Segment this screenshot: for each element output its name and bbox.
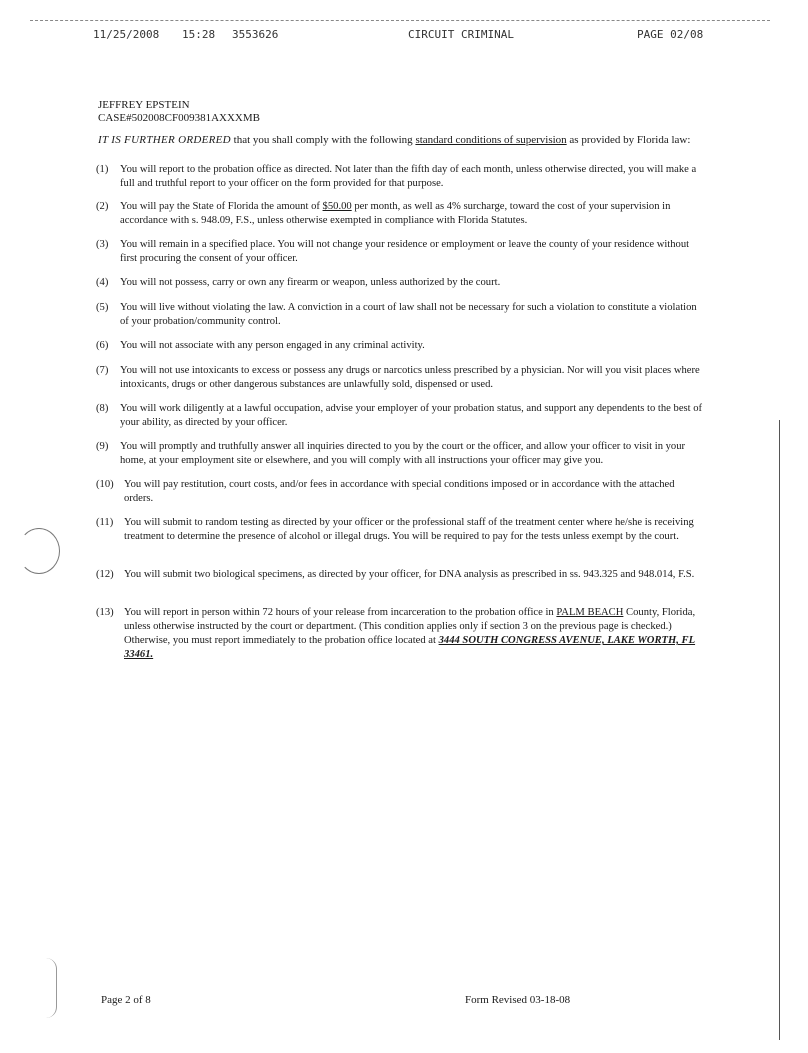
condition-10 — [96, 478, 704, 506]
condition-text: You will promptly and truthfully answer all inquiries directed to you by the court or the officer, and allow your officer to visit in your home, at your employment site or elsewhere, and you will comply with all instructions your officer may give you. — [120, 441, 686, 466]
supervision-amount: $50.00 — [322, 201, 352, 212]
condition-text: per month, as well as 4% surcharge, toward the cost of your supervision in accordance with s. 948.09, F.S., unless otherwise exempted in compliance with Florida Statutes. — [120, 201, 671, 226]
condition-13 — [96, 606, 704, 662]
page-number: Page 2 of 8 — [101, 994, 151, 1006]
intro-paragraph — [98, 133, 706, 147]
condition-number: (11) — [96, 517, 114, 528]
condition-7 — [96, 364, 704, 392]
condition-text: You will pay restitution, court costs, and/or fees in accordance with special conditions imposed or in accordance with the attached orders. — [124, 479, 675, 504]
fax-department: CIRCUIT CRIMINAL — [408, 28, 514, 41]
condition-text: You will submit two biological specimens, as directed by your officer, for DNA analysis as prescribed in ss. 943.325 and 948.014, F.S. — [124, 569, 695, 580]
fax-date: 11/25/2008 — [93, 28, 160, 41]
condition-number: (7) — [96, 365, 109, 376]
condition-text: You will remain in a specified place. You will not change your residence or employment or leave the county of your residence without first procuring the consent of your officer. — [120, 239, 690, 264]
condition-number: (9) — [96, 441, 109, 452]
fax-rule — [30, 20, 770, 21]
county-name: PALM BEACH — [556, 607, 624, 618]
condition-text: You will report to the probation office as directed. Not later than the fifth day of each month, unless otherwise directed, you will make a full and truthful report to your officer on the form provided for that purpose. — [120, 164, 697, 189]
condition-5 — [96, 301, 704, 329]
condition-number: (1) — [96, 164, 109, 175]
intro-underlined: standard conditions of supervision — [415, 134, 567, 146]
condition-3 — [96, 238, 704, 266]
condition-text: You will not possess, carry or own any firearm or weapon, unless authorized by the court. — [120, 277, 501, 288]
intro-lead: IT IS FURTHER ORDERED — [98, 134, 231, 146]
intro-text-1: that you shall comply with the following — [230, 134, 416, 146]
condition-9 — [96, 440, 704, 468]
condition-text: County, Florida, unless otherwise instructed by the court or department. (This condition applies only if section 3 on the previous page is checked.) Otherwise, you must report immediately to the probation office located at — [124, 607, 696, 646]
condition-4 — [96, 276, 704, 290]
condition-number: (3) — [96, 239, 109, 250]
condition-number: (4) — [96, 277, 109, 288]
condition-number: (5) — [96, 302, 109, 313]
condition-number: (10) — [96, 479, 114, 490]
condition-8 — [96, 402, 704, 430]
condition-1 — [96, 163, 704, 191]
condition-text: You will pay the State of Florida the amount of — [120, 201, 323, 212]
condition-number: (13) — [96, 607, 114, 618]
page-edge-line — [779, 420, 780, 1040]
form-revision: Form Revised 03-18-08 — [465, 994, 571, 1006]
condition-number: (6) — [96, 340, 109, 351]
fax-page: PAGE 02/08 — [637, 28, 704, 41]
punch-hole-mark-lower — [46, 958, 57, 1018]
defendant-name: JEFFREY EPSTEIN — [98, 99, 190, 111]
condition-6 — [96, 339, 704, 353]
condition-number: (2) — [96, 201, 109, 212]
intro-text-2: as provided by Florida law: — [566, 134, 691, 146]
condition-number: (8) — [96, 403, 109, 414]
case-number: CASE#502008CF009381AXXXMB — [98, 112, 260, 124]
fax-header — [0, 20, 808, 50]
condition-text: You will not use intoxicants to excess or possess any drugs or narcotics unless prescribed by a physician. Nor will you visit places where intoxicants, drugs or other dangerous substances are unlawfully sold, dispensed or used. — [120, 365, 700, 390]
fax-number: 3553626 — [232, 28, 279, 41]
fax-time: 15:28 — [182, 28, 216, 41]
condition-text: You will work diligently at a lawful occupation, advise your employer of your probation status, and support any dependents to the best of your ability, as directed by your officer. — [120, 403, 703, 428]
condition-text: You will live without violating the law. A conviction in a court of law shall not be necessary for such a violation to constitute a violation of your probation/community control. — [120, 302, 697, 327]
probation-office-address: 3444 SOUTH CONGRESS AVENUE, LAKE WORTH, FL 33461. — [124, 635, 696, 660]
condition-12 — [96, 568, 704, 582]
condition-text: You will not associate with any person engaged in any criminal activity. — [120, 340, 425, 351]
condition-11 — [96, 516, 704, 544]
condition-text: You will submit to random testing as directed by your officer or the professional staff of the treatment center where he/she is receiving treatment to determine the presence of alcohol or illegal drugs. You will be required to pay for the tests unless exempt by the court. — [124, 517, 694, 542]
punch-hole-mark — [18, 528, 60, 574]
condition-text: You will report in person within 72 hours of your release from incarceration to the probation office in — [124, 607, 557, 618]
condition-number: (12) — [96, 569, 114, 580]
condition-2 — [96, 200, 704, 228]
